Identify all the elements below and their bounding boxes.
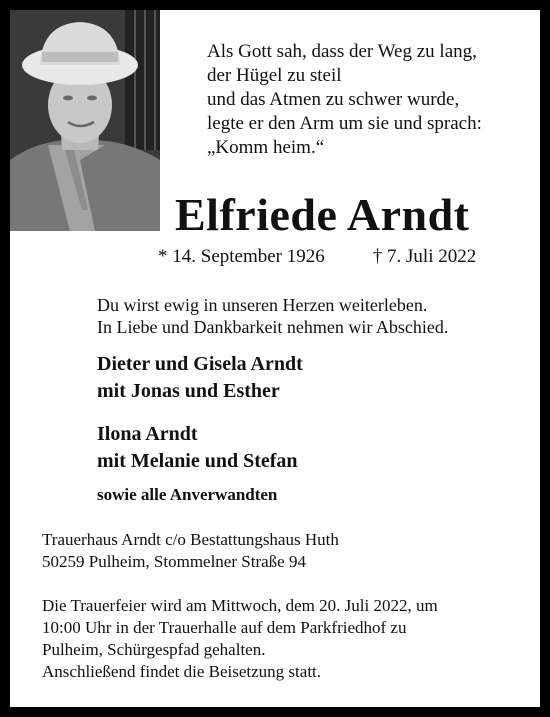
life-dates bbox=[158, 246, 476, 268]
farewell-line: Du wirst ewig in unseren Herzen weiterleben. bbox=[97, 295, 428, 315]
farewell-text bbox=[97, 294, 448, 338]
death-date: † 7. Juli 2022 bbox=[372, 246, 477, 267]
portrait-photo bbox=[10, 10, 160, 231]
ceremony-line: Pulheim, Schürgespfad gehalten. bbox=[42, 640, 266, 659]
birth-date: * 14. September 1926 bbox=[158, 246, 325, 267]
obituary-notice bbox=[10, 10, 540, 707]
ceremony-line: Anschließend findet die Beisetzung statt. bbox=[42, 662, 322, 681]
mourners-group-1 bbox=[97, 351, 303, 405]
poem-line: legte er den Arm um sie und sprach: bbox=[207, 113, 482, 134]
address-line: Trauerhaus Arndt c/o Bestattungshaus Huth bbox=[42, 530, 339, 549]
ceremony-info bbox=[42, 595, 438, 683]
portrait-illustration bbox=[10, 10, 160, 231]
poem-line: der Hügel zu steil bbox=[207, 65, 342, 86]
poem-line: und das Atmen zu schwer wurde, bbox=[207, 89, 460, 110]
ceremony-line: 10:00 Uhr in der Trauerhalle auf dem Parkfriedhof zu bbox=[42, 618, 407, 637]
mourning-address bbox=[42, 529, 339, 573]
farewell-line: In Liebe und Dankbarkeit nehmen wir Abschied. bbox=[97, 317, 449, 337]
mourner-names: mit Melanie und Stefan bbox=[97, 450, 298, 472]
relatives-line: sowie alle Anverwandten bbox=[97, 485, 278, 504]
mourner-names: Dieter und Gisela Arndt bbox=[97, 353, 303, 375]
mourner-names: Ilona Arndt bbox=[97, 423, 198, 445]
mourner-names: mit Jonas und Esther bbox=[97, 380, 280, 402]
poem-line: Als Gott sah, dass der Weg zu lang, bbox=[207, 41, 477, 62]
poem-line: „Komm heim.“ bbox=[207, 137, 325, 158]
ceremony-line: Die Trauerfeier wird am Mittwoch, dem 20. Juli 2022, um bbox=[42, 596, 438, 615]
address-line: 50259 Pulheim, Stommelner Straße 94 bbox=[42, 552, 306, 571]
mourners-group-2 bbox=[97, 421, 298, 475]
deceased-name: Elfriede Arndt bbox=[175, 189, 470, 240]
poem bbox=[207, 40, 482, 160]
